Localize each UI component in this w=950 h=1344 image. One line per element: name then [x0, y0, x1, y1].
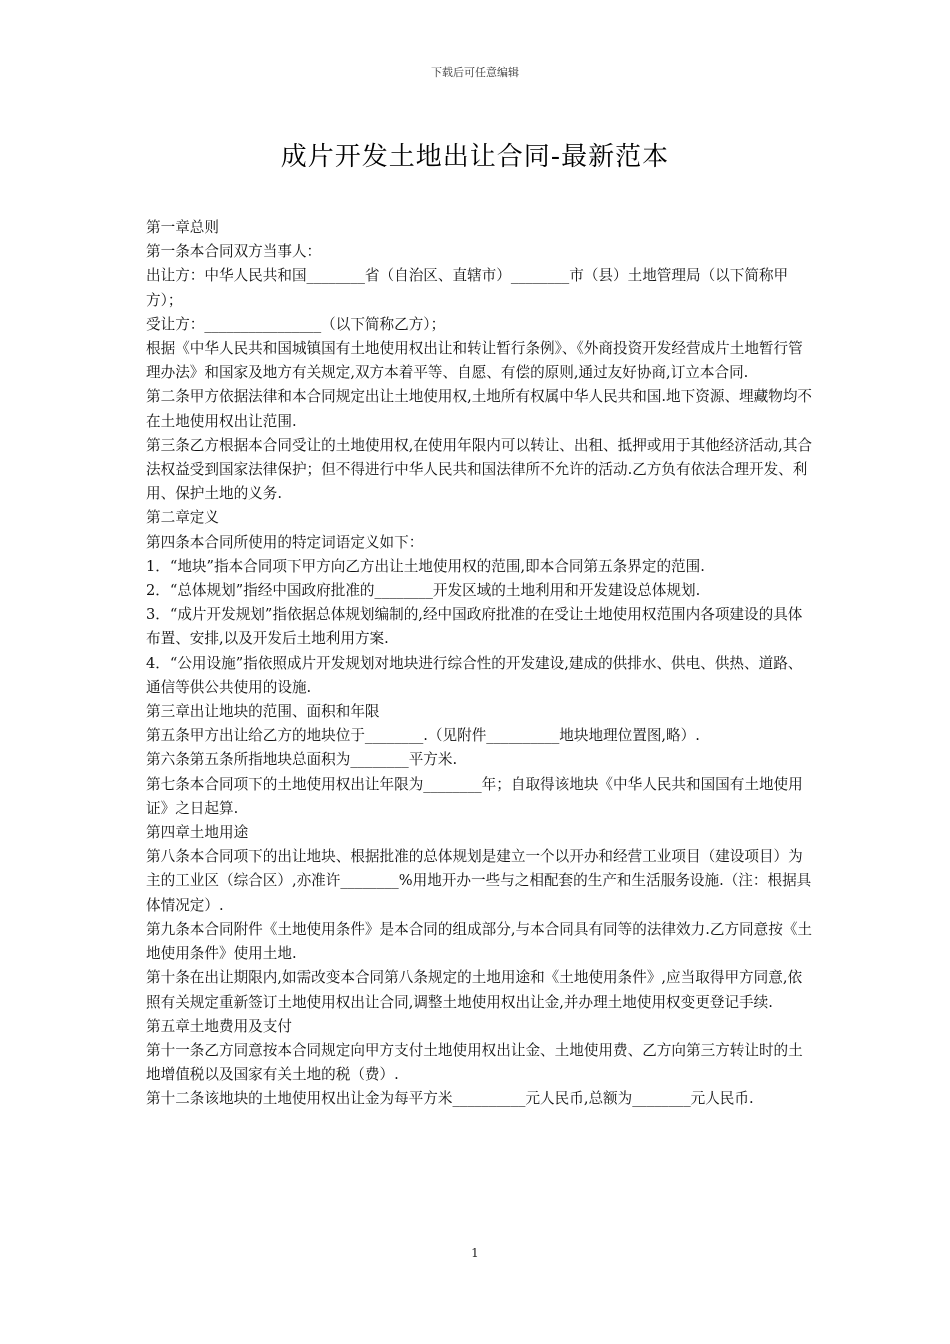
paragraph: 第七条本合同项下的土地使用权出让年限为________年；自取得该地块《中华人民共和国国有土地使用证》之日起算.	[146, 775, 803, 817]
chapter-heading: 第二章定义	[146, 509, 219, 527]
document-body	[146, 216, 816, 1112]
paragraph: 受让方：________________（以下简称乙方）；	[146, 315, 446, 333]
paragraph: 第二条甲方依据法律和本合同规定出让土地使用权,土地所有权属中华人民共和国.地下资源、埋藏物均不在土地使用权出让范围.	[146, 388, 813, 430]
chapter-heading: 第三章出让地块的范围、面积和年限	[146, 703, 380, 721]
paragraph: 3．“成片开发规划”指依据总体规划编制的,经中国政府批准的在受让土地使用权范围内各项建设的具体布置、安排,以及开发后土地利用方案.	[146, 606, 803, 648]
paragraph: 第九条本合同附件《土地使用条件》是本合同的组成部分,与本合同具有同等的法律效力.乙方同意按《土地使用条件》使用土地.	[146, 920, 813, 963]
paragraph: 第八条本合同项下的出让地块、根据批准的总体规划是建立一个以开办和经营工业项目（建设项目）为主的工业区（综合区）,亦准许________%用地开办一些与之相配套的生产和生活服务设施.（注：根据具体情况定）.	[146, 848, 812, 914]
paragraph: 第三条乙方根据本合同受让的土地使用权,在使用年限内可以转让、出租、抵押或用于其他经济活动,其合法权益受到国家法律保护；但不得进行中华人民共和国法律所不允许的活动.乙方负有依法合理开发、利用、保护土地的义务.	[146, 436, 813, 503]
page-number: 1	[471, 1246, 479, 1260]
paragraph: 第一条本合同双方当事人：	[146, 243, 322, 261]
paragraph: 1．“地块”指本合同项下甲方向乙方出让土地使用权的范围,即本合同第五条界定的范围.	[146, 557, 705, 575]
chapter-heading: 第五章土地费用及支付	[146, 1017, 292, 1035]
paragraph: 第五条甲方出让给乙方的地块位于________.（见附件__________地块地理位置图,略）.	[146, 727, 700, 745]
chapter-heading: 第四章土地用途	[146, 824, 249, 842]
document-title: 成片开发土地出让合同-最新范本	[280, 142, 670, 172]
paragraph: 出让方：中华人民共和国________省（自治区、直辖市）________市（县）土地管理局（以下简称甲方）；	[146, 267, 789, 309]
paragraph: 第十条在出让期限内,如需改变本合同第八条规定的土地用途和《土地使用条件》,应当取得甲方同意,依照有关规定重新签订土地使用权出让合同,调整土地使用权出让金,并办理土地使用权变更登记手续.	[146, 969, 803, 1011]
paragraph: 第十一条乙方同意按本合同规定向甲方支付土地使用权出让金、土地使用费、乙方向第三方转让时的土地增值税以及国家有关土地的税（费）.	[146, 1041, 803, 1084]
paragraph: 第四条本合同所使用的特定词语定义如下：	[146, 533, 424, 551]
paragraph: 4．“公用设施”指依照成片开发规划对地块进行综合性的开发建设,建成的供排水、供电、供热、道路、通信等供公共使用的设施.	[146, 654, 803, 696]
paragraph: 2．“总体规划”指经中国政府批准的________开发区域的土地利用和开发建设总体规划.	[146, 582, 701, 600]
chapter-heading: 第一章总则	[146, 219, 219, 236]
paragraph: 根据《中华人民共和国城镇国有土地使用权出让和转让暂行条例》、《外商投资开发经营成片土地暂行管理办法》和国家及地方有关规定,双方本着平等、自愿、有偿的原则,通过友好协商,订立本合同.	[146, 340, 803, 382]
paragraph: 第六条第五条所指地块总面积为________平方米.	[146, 751, 458, 769]
header-note: 下载后可任意编辑	[431, 66, 519, 79]
paragraph: 第十二条该地块的土地使用权出让金为每平方米__________元人民币,总额为________元人民币.	[146, 1090, 754, 1108]
